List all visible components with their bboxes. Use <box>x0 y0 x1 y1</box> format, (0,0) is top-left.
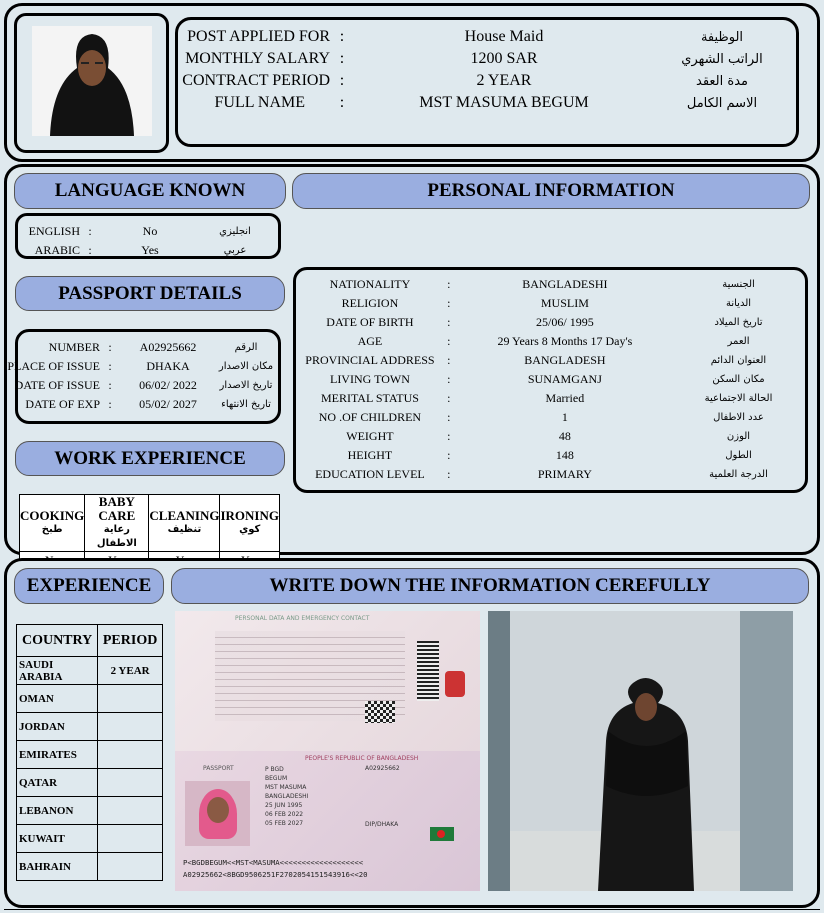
bottom-strip <box>4 909 820 913</box>
scan-seal <box>445 671 465 697</box>
scan-country: PEOPLE'S REPUBLIC OF BANGLADESH <box>305 755 419 762</box>
personal-row: AGE : 29 Years 8 Months 17 Day's العمر <box>357 334 750 348</box>
personal-row: MERITAL STATUS : Married الحالة الاجتماعية <box>320 391 773 405</box>
language-row-english: ENGLISH : No انجليزي <box>28 224 251 238</box>
work-col-cleaning: CLEANING تنظيف <box>149 495 220 552</box>
fullname-label: FULL NAME <box>214 94 305 111</box>
work-col-cooking: COOKING طبخ <box>20 495 85 552</box>
fullname-arabic: الاسم الكامل <box>686 95 758 111</box>
scan-qr <box>365 701 395 723</box>
scan-number: A02925662 <box>365 765 400 772</box>
personal-row: LIVING TOWN : SUNAMGANJ مكان السكن <box>329 372 765 386</box>
job-row-fullname: FULL NAME : MST MASUMA BEGUM الاسم الكامل <box>180 92 790 114</box>
scan-photo <box>185 781 250 846</box>
experience-col-country: COUNTRY <box>17 625 98 657</box>
passport-scan-image <box>175 611 480 891</box>
scan-passport-word: PASSPORT <box>203 765 234 772</box>
experience-row: OMAN <box>17 685 163 713</box>
scan-bio-page <box>175 751 480 891</box>
experience-title: EXPERIENCE <box>14 568 164 604</box>
personal-row: HEIGHT : 148 الطول <box>347 448 752 462</box>
passport-rows <box>7 338 276 414</box>
contract-label: CONTRACT PERIOD <box>182 72 330 89</box>
salary-label: MONTHLY SALARY <box>185 50 330 67</box>
post-arabic: الوظيفة <box>700 29 744 45</box>
experience-table <box>16 624 163 881</box>
experience-row: QATAR <box>17 769 163 797</box>
post-value: House Maid <box>464 28 544 45</box>
scan-top-page <box>175 611 480 751</box>
personal-title: PERSONAL INFORMATION <box>292 173 810 209</box>
scan-text-block: P BGD BEGUM MST MASUMA BANGLADESHI 25 JUN 1995 06 FEB 2022 05 FEB 2027 <box>265 766 309 827</box>
language-rows <box>20 222 270 260</box>
salary-arabic: الراتب الشهري <box>681 51 763 67</box>
applicant-photo <box>32 26 152 136</box>
personal-row: EDUCATION LEVEL : PRIMARY الدرجة العلمية <box>315 467 768 481</box>
photo-frame <box>14 13 169 153</box>
personal-row: DATE OF BIRTH : 25/06/ 1995 تاريخ الميلاد <box>326 315 763 329</box>
passport-title: PASSPORT DETAILS <box>15 276 285 311</box>
personal-row: NO .OF CHILDREN : 1 عدد الاطفال <box>318 410 764 424</box>
language-row-arabic: ARABIC : Yes عربي <box>34 243 247 257</box>
contract-arabic: مدة العقد <box>696 73 748 89</box>
contract-value: 2 YEAR <box>476 72 532 89</box>
passport-row-number: NUMBER : A02925662 الرقم <box>48 340 258 354</box>
experience-row: BAHRAIN <box>17 853 163 881</box>
work-col-babycare: BABY CARE رعاية الاطفال <box>85 495 149 552</box>
scan-flag <box>430 827 454 841</box>
write-title: WRITE DOWN THE INFORMATION CEREFULLY <box>171 568 809 604</box>
experience-row: JORDAN <box>17 713 163 741</box>
experience-col-period: PERIOD <box>98 625 163 657</box>
scan-mrz: P<BGDBEGUM<<MST<MASUMA<<<<<<<<<<<<<<<<<<< A02925662<8BGD9506251F2702054151543916<<20 <box>183 858 368 879</box>
experience-row: EMIRATES <box>17 741 163 769</box>
personal-row: PROVINCIAL ADDRESS : BANGLADESH العنوان الدائم <box>305 353 767 367</box>
fullname-value: MST MASUMA BEGUM <box>419 94 589 111</box>
work-col-ironing: IRONING كوي <box>220 495 280 552</box>
salary-value: 1200 SAR <box>470 50 538 67</box>
personal-row: RELIGION : MUSLIM الديانة <box>341 296 752 310</box>
experience-row: LEBANON <box>17 797 163 825</box>
passport-row-issue: DATE OF ISSUE : 06/02/ 2022 تاريخ الاصدار <box>14 378 273 392</box>
full-body-photo <box>488 611 793 891</box>
personal-rows <box>298 275 803 484</box>
personal-row: NATIONALITY : BANGLADESHI الجنسية <box>329 277 755 291</box>
job-info-rows <box>180 26 790 114</box>
experience-row: SAUDI ARABIA 2 YEAR <box>17 657 163 685</box>
personal-row: WEIGHT : 48 الوزن <box>346 429 751 443</box>
job-row-contract: CONTRACT PERIOD : 2 YEAR مدة العقد <box>180 70 790 92</box>
passport-row-expiry: DATE OF EXP : 05/02/ 2027 تاريخ الانتهاء <box>25 397 271 411</box>
experience-row: KUWAIT <box>17 825 163 853</box>
scan-barcode <box>417 641 439 701</box>
work-title: WORK EXPERIENCE <box>15 441 285 476</box>
job-row-post: POST APPLIED FOR : House Maid الوظيفة <box>180 26 790 48</box>
language-title: LANGUAGE KNOWN <box>14 173 286 209</box>
job-row-salary: MONTHLY SALARY : 1200 SAR الراتب الشهري <box>180 48 790 70</box>
passport-row-place: PLACE OF ISSUE : DHAKA مكان الاصدار <box>7 359 274 373</box>
scan-heading: PERSONAL DATA AND EMERGENCY CONTACT <box>235 615 370 622</box>
post-label: POST APPLIED FOR <box>187 28 330 45</box>
scan-authority: DIP/DHAKA <box>365 821 399 828</box>
